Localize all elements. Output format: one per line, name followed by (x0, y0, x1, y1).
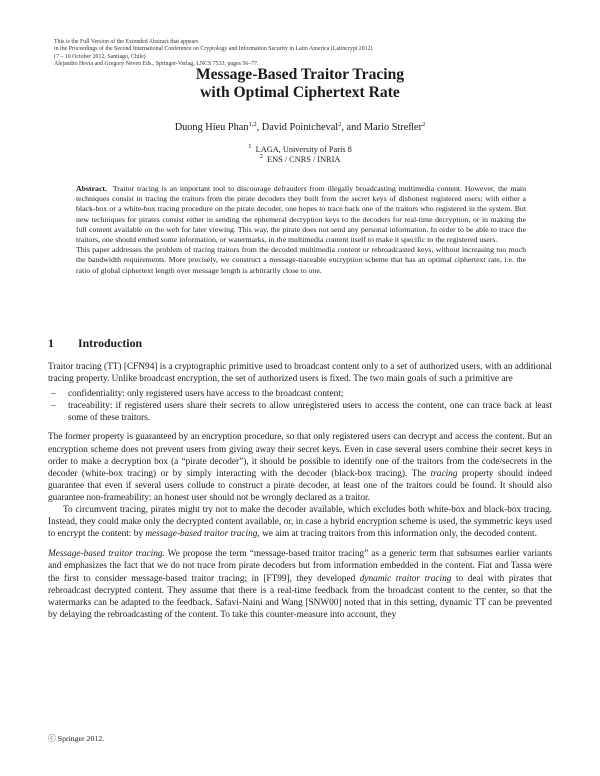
affiliation-text: ENS / CNRS / INRIA (267, 155, 341, 164)
affiliation-text: LAGA, University of Paris 8 (255, 145, 352, 154)
author-affiliation-mark: 1,2 (248, 121, 257, 128)
text-run: property should indeed guarantee that even if several users collude to construct a pirate decoder, at least one of the traitors could be found. It should also guarantee non-frameability: an honest user should not be wrongly declared as a traitor. (48, 468, 552, 503)
section-heading (48, 336, 142, 351)
author-separator: , (256, 122, 262, 133)
affiliation-mark: 1 (248, 143, 252, 150)
note-line: Alejandro Hevia and Gregory Neven Eds., Springer-Verlag, LNCS 7533, pages 56–77. (54, 60, 259, 67)
list-item: – confidentiality: only registered users have access to the broadcast content; (48, 388, 552, 400)
body-paragraph (48, 504, 552, 540)
abstract-paragraph (76, 184, 526, 245)
author-name: David Pointcheval (261, 122, 339, 133)
abstract-paragraph: This paper addresses the problem of tracing traitors from the decoded multimedia content or rebroadcasted keys, without increasing too much the bandwidth requirements. More precisely, we construct a message-traceable encryption scheme that has an optimal ciphertext rate, i.e. the ratio of global ciphertext length over message length is arbitrarily close to one. (76, 245, 526, 275)
list-item: – traceability: if registered users share their secrets to allow unregistered users to access the content, one can trace back at least some of these traitors. (48, 400, 552, 424)
emphasis: message-based traitor tracing (145, 529, 258, 540)
author-affiliation-mark: 2 (338, 121, 342, 128)
text-run: To circumvent tracing, pirates might try not to make the decoder available, which excludes both white-box and black-box tracing. Instead, they could make only the decrypted content available, or, in case a hybrid encryption scheme is used, the symmetric keys used to encrypt the content: by (48, 505, 552, 540)
text-run: The former property is guaranteed by an encryption procedure, so that only registered users can decrypt and access the content. But an encryption scheme does not prevent users from giving away their secret keys. Even in case several users combine their secret keys in order to make a decryption box (a “pirate decoder”), it should be possible to identify one of the traitors from the code/secrets in the decoder (white-box tracing) or by simply interacting with the decoder (black-box tracing). The (48, 432, 552, 479)
author-name: Duong Hieu Phan (174, 122, 249, 133)
paper-title-line-1: Message-Based Traitor Tracing (195, 66, 405, 83)
affiliation-mark: 2 (259, 153, 263, 160)
affiliation (0, 145, 600, 154)
section-title: Introduction (78, 336, 143, 350)
author-separator: , and (341, 122, 364, 133)
emphasis: tracing (430, 468, 458, 479)
paragraph-heading: Message-based traitor tracing. (48, 549, 165, 560)
author-name: Mario Streﬂer (363, 122, 423, 133)
copyright-footer: ⓒ Springer 2012. (48, 734, 105, 743)
note-line: (7 – 10 October 2012, Santiago, Chile) (54, 53, 146, 60)
body-text (48, 361, 552, 621)
abstract-label: Abstract. (76, 184, 107, 193)
emphasis: dynamic traitor tracing (359, 573, 452, 584)
affiliation (0, 155, 600, 164)
text-run: We propose the term “message-based traitor tracing” as a generic term that subsumes earlier variants and emphasizes the fact that we do not trace from pirate decoders but from information embedded in the content. Fiat and Tassa were the first to consider message-based traitor tracing; in [FT99], they developed (48, 549, 552, 584)
body-paragraph: Traitor tracing (TT) [CFN94] is a cryptographic primitive used to broadcast content only to a set of authorized users, with an additional tracing property. Unlike broadcast encryption, the set of authorized users is fixed. The two main goals of such a primitive are (48, 362, 552, 385)
abstract-text: Traitor tracing is an important tool to discourage defrauders from illegally broadcasting multimedia content. However, the main techniques consist in tracing the traitors from the pirate decoders they built from the secret keys of dishonest registered users: with either a black-box or a white-box tracing procedure on the pirate decoder, one hopes to trace back one of the traitors who registered in the system. But new techniques for pirates consist either in sending the ephemeral decryption keys to the decoders for real-time decryption, or in making the full content available on the web for later viewing. This way, the pirate does not send any personal information. In order to be able to trace the traitors, one should embed some information, or watermarks, in the multimedia content itself to make it specific to the registered users. (76, 184, 526, 245)
body-paragraph (48, 548, 552, 621)
note-line: This is the Full Version of the Extended Abstract that appears (54, 39, 199, 45)
publication-note (54, 39, 554, 68)
text-run: to deal with pirates that rebroadcast decrypted content. They assume that there is a real-time feedback from the broadcast content to the center, so that the watermarks can be adapted to the feedback. Safavi-Naini and Wang [SNW00] noted that in this setting, dynamic TT can be prevented by delaying the rebroadcasting of the content. To take this counter-measure into account, they (48, 573, 552, 620)
abstract (76, 184, 526, 276)
goals-list (48, 388, 552, 424)
paper-title-line-2: with Optimal Ciphertext Rate (200, 84, 400, 101)
text-run: , we aim at tracing traitors from this information only, the decoded content. (257, 529, 537, 540)
author-affiliation-mark: 2 (422, 121, 426, 128)
note-line: in the Proceedings of the Second International Conference on Cryptology and Information Security in Latin America (Latincrypt 2012) (54, 46, 373, 53)
author-list (0, 122, 600, 133)
body-paragraph (48, 431, 552, 504)
section-number: 1 (48, 336, 54, 350)
